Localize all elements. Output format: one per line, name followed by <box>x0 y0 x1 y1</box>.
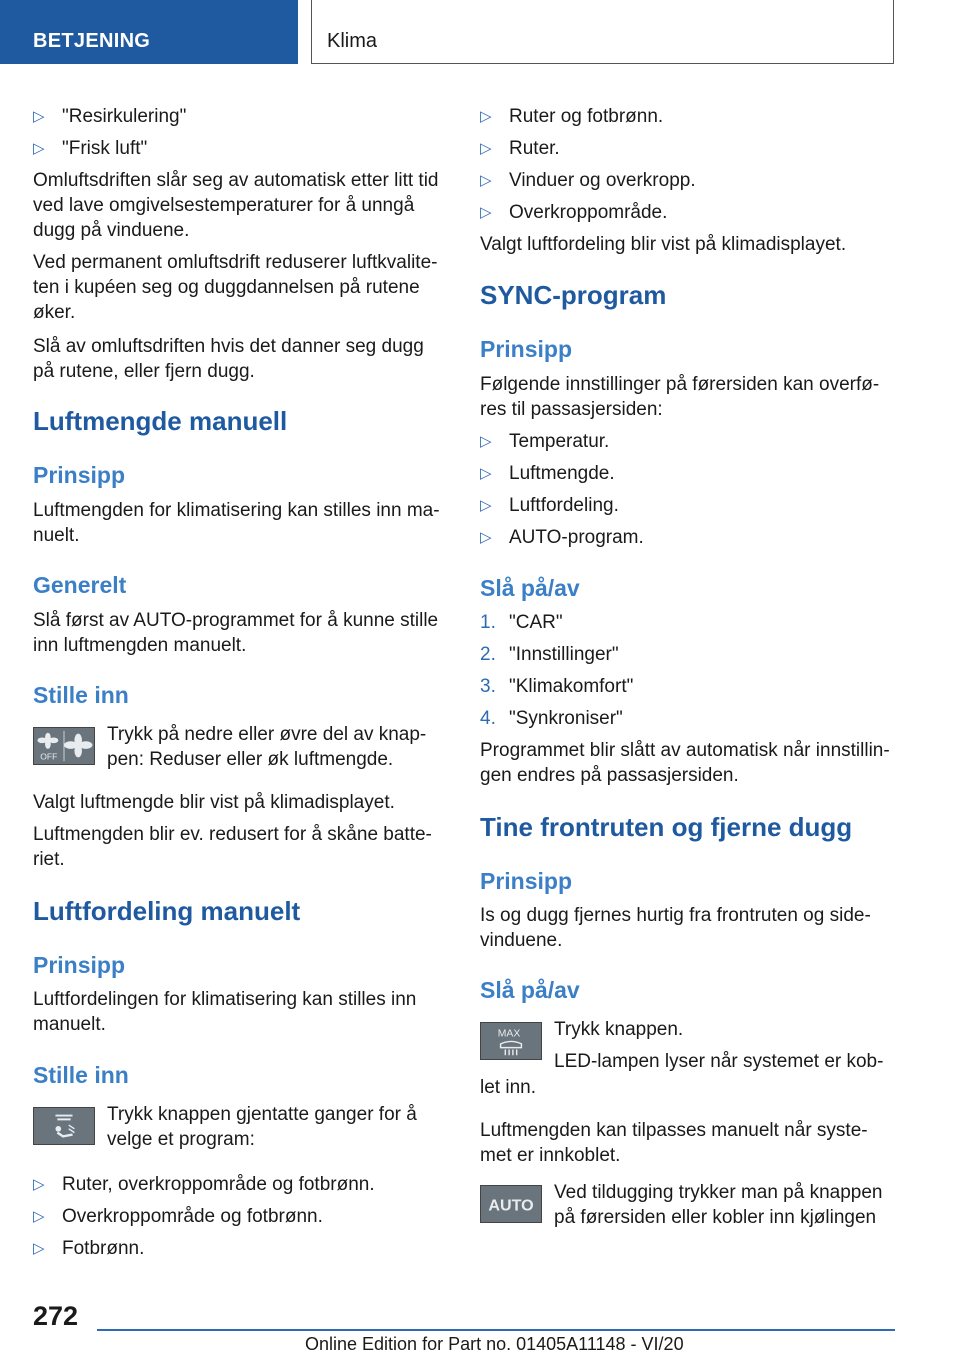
icon-description: Trykk knappen gjentatte ganger for å velge et program: <box>107 1104 417 1150</box>
paragraph: Luftfordelingen for klimatisering kan stilles inn manuelt. <box>33 989 417 1035</box>
bullet-icon: ▷ <box>33 140 45 157</box>
subheading: Prinsipp <box>480 336 573 362</box>
paragraph: Slå av omluftsdriften hvis det danner seg dugg på rutene, eller fjern dugg. <box>33 336 424 382</box>
heading: Tine frontruten og fjerne dugg <box>480 812 853 842</box>
bullet-icon: ▷ <box>480 497 492 514</box>
step-number: 1. <box>480 612 496 633</box>
subheading: Generelt <box>33 572 127 598</box>
subheading: Slå på/av <box>480 977 580 1003</box>
step-number: 4. <box>480 708 496 729</box>
svg-text:AUTO: AUTO <box>488 1196 534 1215</box>
auto-button-icon <box>480 1185 542 1223</box>
icon-description: Ved tildugging trykker man på knappen på førersiden eller kobler inn kjølingen <box>554 1182 883 1228</box>
max-defrost-button-icon <box>480 1022 542 1060</box>
paragraph: let inn. <box>480 1077 536 1098</box>
bullet-icon: ▷ <box>33 1240 45 1257</box>
chapter-tab <box>311 0 894 64</box>
paragraph: Slå først av AUTO-programmet for å kunne stille inn luftmengden manuelt. <box>33 610 439 656</box>
subheading: Stille inn <box>33 682 129 708</box>
paragraph: Luftmengden blir ev. redusert for å skåne batte- riet. <box>33 824 432 870</box>
bullet-icon: ▷ <box>480 204 492 221</box>
subheading: Stille inn <box>33 1062 129 1088</box>
edition-footer: Online Edition for Part no. 01405A11148 - VI/20 <box>305 1334 684 1354</box>
paragraph: Programmet blir slått av automatisk når innstillin- gen endres på passasjersiden. <box>480 740 890 786</box>
icon-description: LED-lampen lyser når systemet er kob- <box>554 1051 884 1072</box>
fan-button-icon <box>33 727 95 765</box>
svg-text:MAX: MAX <box>497 1028 521 1040</box>
bullet-icon: ▷ <box>480 108 492 125</box>
icon-description: Trykk på nedre eller øvre del av knap- pen: Reduser eller øk luftmengde. <box>107 724 427 770</box>
paragraph: Is og dugg fjernes hurtig fra frontruten og side- vinduene. <box>480 905 871 951</box>
section-tab <box>0 0 298 64</box>
paragraph: Ved permanent omluftsdrift reduserer luftkvalite- ten i kupéen seg og duggdannelsen på rutene øker. <box>33 252 438 323</box>
heading: Luftmengde manuell <box>33 406 288 436</box>
bullet-icon: ▷ <box>33 1208 45 1225</box>
step-number: 3. <box>480 676 496 697</box>
bullet-icon: ▷ <box>480 465 492 482</box>
paragraph: Valgt luftfordeling blir vist på klimadisplayet. <box>480 234 847 255</box>
subheading: Prinsipp <box>33 462 126 488</box>
bullet-icon: ▷ <box>480 172 492 189</box>
paragraph: Omluftsdriften slår seg av automatisk etter litt tid ved lave omgivelsestemperaturer for å unngå dugg på vinduene. <box>33 170 439 241</box>
heading: Luftfordeling manuelt <box>33 896 301 926</box>
bullet-icon: ▷ <box>33 1176 45 1193</box>
footer-divider <box>97 1329 895 1331</box>
bullet-icon: ▷ <box>33 108 45 125</box>
paragraph: Luftmengden for klimatisering kan stilles inn ma- nuelt. <box>33 500 440 546</box>
paragraph: Følgende innstillinger på førersiden kan overfø- res til passasjersiden: <box>480 374 880 420</box>
air-distribution-button-icon <box>33 1107 95 1145</box>
subheading: Prinsipp <box>33 952 126 978</box>
svg-text:OFF: OFF <box>40 751 58 762</box>
page-number: 272 <box>33 1301 79 1331</box>
section-title: BETJENING <box>33 30 151 52</box>
bullet-icon: ▷ <box>480 529 492 546</box>
heading: SYNC-program <box>480 280 667 310</box>
subheading: Prinsipp <box>480 868 573 894</box>
paragraph: Valgt luftmengde blir vist på klimadisplayet. <box>33 792 395 813</box>
chapter-title: Klima <box>327 30 378 52</box>
subheading: Slå på/av <box>480 575 580 601</box>
step-number: 2. <box>480 644 496 665</box>
paragraph: Luftmengden kan tilpasses manuelt når syste- met er innkoblet. <box>480 1120 868 1166</box>
icon-description: Trykk knappen. <box>554 1019 684 1040</box>
bullet-icon: ▷ <box>480 433 492 450</box>
bullet-icon: ▷ <box>480 140 492 157</box>
